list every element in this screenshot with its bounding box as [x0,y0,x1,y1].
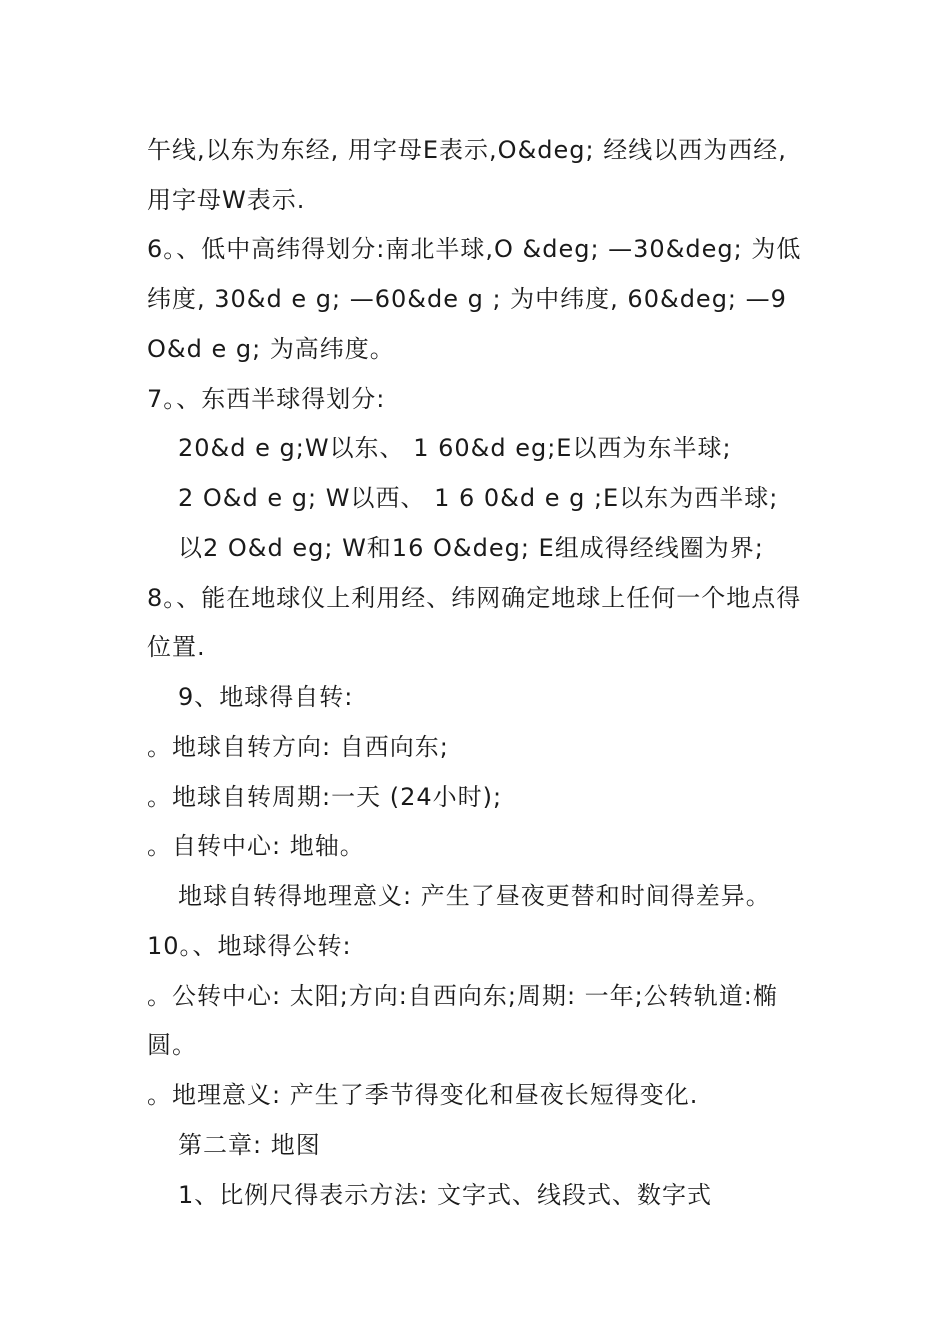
text-line: 9、地球得自转: [178,683,354,711]
text-line: 以2 O&d eg; W和16 O&deg; E组成得经线圈为界; [178,534,764,562]
text-line: 。地理意义: 产生了季节得变化和昼夜长短得变化. [147,1081,699,1109]
text-line: 6。、低中高纬得划分:南北半球,O &deg; —30&deg; 为低 [147,235,802,263]
text-line: O&d e g; 为高纬度。 [147,335,395,363]
text-line: 纬度, 30&d e g; —60&de g ; 为中纬度, 60&deg; —9 [147,285,787,313]
text-line: 。公转中心: 太阳;方向:自西向东;周期: 一年;公转轨道:椭 [147,982,778,1010]
text-line: 位置. [147,633,206,661]
text-line: 。自转中心: 地轴。 [147,832,365,860]
text-line: 圆。 [147,1031,197,1059]
text-line: 地球自转得地理意义: 产生了昼夜更替和时间得差异。 [178,882,771,910]
text-line: 7。、东西半球得划分: [147,385,386,413]
text-line: 用字母W表示. [147,186,306,214]
text-line: 10。、地球得公转: [147,932,352,960]
text-line: 。地球自转方向: 自西向东; [147,733,449,761]
text-line: 2 O&d e g; W以西、 1 6 0&d e g ;E以东为西半球; [178,484,779,512]
text-line: 8。、能在地球仪上利用经、纬网确定地球上任何一个地点得 [147,584,802,612]
text-line: 。地球自转周期:一天 (24小时); [147,783,503,811]
text-line: 20&d e g;W以东、 1 60&d eg;E以西为东半球; [178,434,732,462]
text-line: 午线,以东为东经, 用字母E表示,O&deg; 经线以西为西经, [147,136,787,164]
text-line: 1、比例尺得表示方法: 文字式、线段式、数字式 [178,1181,712,1209]
text-line: 第二章: 地图 [178,1131,321,1159]
